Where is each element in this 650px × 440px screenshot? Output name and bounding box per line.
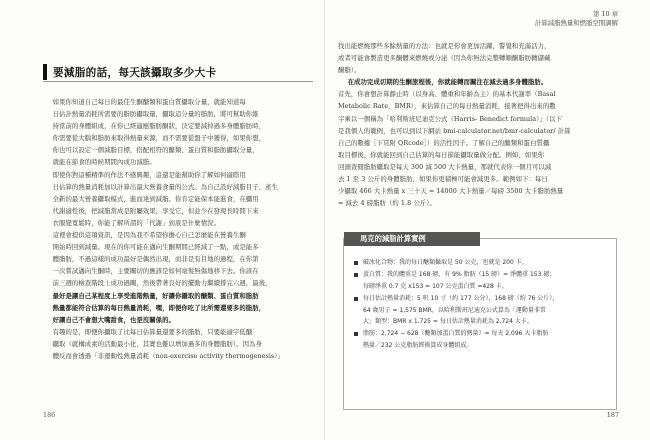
- example-item: [354, 328, 608, 351]
- chapter-label: 第 10 章: [593, 10, 618, 18]
- text-line: 前三週的檢查階段上成功過關，然後帶著良好的擺動力繼續撐完六週，最後，: [52, 279, 272, 288]
- text-line: Metabolic Rate，BMR），來估算自己的每日熱量消耗，接著把得出來的數: [338, 102, 556, 111]
- bullet-square-icon: [354, 332, 358, 336]
- text-line: 自己的數據［下頁附 QRcode］）的活性因子。了解自己的醣類和蛋白質攝: [338, 138, 550, 147]
- text-line: 回頭查閱脂肪攝取是每天 300 減 500 大卡熱量，那就代表你一個月可以減: [338, 162, 552, 171]
- example-item: [354, 293, 608, 327]
- bullet-square-icon: [354, 273, 358, 277]
- heading-rule: [43, 81, 313, 82]
- text-line: 體反而會透過「非運動性熱量消耗（non-exercise activity thermogenesis）」: [52, 351, 284, 360]
- text-line: 體脂肪，不過這樣的成功最好是偶然出現，而非是有目地的過程，在你第: [52, 255, 259, 264]
- book-gutter: [324, 0, 326, 440]
- text-line: 代謝適性後，把減脂當成是附屬效果，享受它，但並少在發現長時間下來: [52, 206, 259, 215]
- example-box: [343, 234, 617, 410]
- example-line: 脂肪：2,724 − 628（醣類加蛋白質的熱量）= 每天 2,096 大卡脂肪: [363, 330, 549, 338]
- text-line: 就能在節食的時候期間內成功減脂。: [52, 158, 156, 167]
- text-line: 或者可能會製造更多酮體來燃燒或分泌（因為你無法完整轉順酮脂肪轉儲藏: [338, 54, 551, 63]
- section-heading: [43, 64, 313, 80]
- text-line: 持當前的身體組成，在你已經適應脂肪酮狀，決定要減掉過多身體脂肪時，: [52, 122, 266, 131]
- example-line: 蛋白質：我的體重是 168 磅，有 9% 脂肪（15 磅）= 淨體重 153 磅；: [363, 271, 556, 279]
- intro-paragraph: [338, 40, 610, 76]
- bullet-square-icon: [354, 261, 358, 265]
- example-item: [354, 269, 608, 292]
- example-line: 每磅淨重 0.7 克 x153 = 107 公克蛋白質 =428 卡。: [363, 282, 508, 290]
- heading-marker: [43, 64, 47, 80]
- example-line: 破冰化合物：我的每日醣類攝取是 50 公克，也就是 200 卡。: [363, 259, 528, 266]
- example-title: 馬克的減脂計算實例: [344, 232, 480, 246]
- text-line: 攝取（就構成素的活動最小化，其實也難以增加過多的身體脂肪）。因為身: [52, 339, 262, 348]
- text-line: 熱量都能符合估算的每日熱量消耗，嘿，即便你吃了比所需還要多的脂肪，: [52, 303, 266, 312]
- text-line: 取目標後，你就能回到自己估算的每日節能攝取量做分配。例如，如果你: [338, 150, 545, 159]
- example-line: 64 歲男子 = 1,575 BMR，以哈利斯班尼迪克公式算為「運動量非常: [363, 306, 546, 314]
- text-line: 如果你知道自己每日的最佳生酮醣類和蛋白質攝取分量，就能知道每: [52, 98, 246, 106]
- text-line: 一次嘗試邁向生酮時，主要關切的應該是如何毫髮無傷地移下去。你該在: [52, 267, 259, 276]
- example-line: 每日估計熱量消耗：5 呎 10 寸（約 177 公分），168 磅（約 76 公斤），: [363, 295, 559, 303]
- text-line: 開始時回到減量。現在的你可能在邁向生酮期間已經減了一點，或是能多: [52, 243, 259, 252]
- bmr-paragraph: [338, 88, 610, 209]
- text-line: 衣服變寬鬆時，你能了解所謂的「代謝」到底是什麼情況。: [52, 218, 221, 227]
- text-line: 全新的最大營養攝取模式，進而達到減脂。你肯定能保本能進食，在攝用: [52, 194, 259, 203]
- bold-line: 在成功完成切期的生酮旅程後，你就能轉而關注在減去過多身體脂肪。: [347, 78, 548, 87]
- bullet-square-icon: [354, 297, 358, 301]
- text-line: 去 1 至 3 公斤的身體脂肪，如果你更積極可能會減更多。範例如下：每日: [338, 175, 548, 184]
- text-line: = 減去 4 磅脂肪（約 1.8 公斤）。: [338, 199, 436, 208]
- text-line: 好讓自己不會想大嘴甜食，也是沒關係的。: [52, 315, 175, 324]
- example-items: [354, 257, 608, 352]
- text-line: 是我個人的範例，也可以到以下網站 bmi-calculator.net/bmr-calculator/ 計算: [338, 126, 571, 135]
- running-header: [535, 10, 618, 27]
- text-line: 即使你對這種精準的作法不感興趣，這還是能幫助你了解如何適際用: [52, 170, 246, 179]
- text-line: 找出能燃燒那些多餘熱量的方法：也就是你會更加活躍，警覺和充滿活力，: [338, 42, 551, 50]
- text-line: 這裡會提供這項資訊，是因為我不希望你擔心自己怎麼能在營養生酮: [52, 231, 246, 240]
- text-line: 酮脂）。: [338, 66, 361, 75]
- page-number-left: 186: [43, 411, 56, 419]
- text-line: 首先，你會想計算靜止時（以身高、體重和年齡為主）的基本代謝率（Basal: [338, 90, 556, 99]
- text-line: 最好是讓自己某程度上享受進階熱量，好讓你攝取的醣類、蛋白質和脂肪: [52, 291, 259, 300]
- example-line: 熱量／232 公克脂肪經換算成身體組成。: [363, 341, 473, 349]
- example-line: 大」類型：BMR x 1.725 = 每日估計熱量消耗為 2,724 大卡。: [363, 318, 533, 326]
- text-line: 有趣的是，即便你攝取了比每日估算量還要多的脂肪，只要能適宇低醣: [52, 327, 253, 336]
- example-item: [354, 257, 608, 268]
- bold-paragraph: [338, 76, 610, 88]
- section-title: 要減脂的話，每天該攝取多少大卡: [53, 67, 217, 79]
- text-line: 你需要從大腦和脂肪來取得熱量來源，而不需要從盤子中獲得，如果你想，: [52, 134, 266, 143]
- text-line: 少攝取 466 大卡熱量 x 三十天 = 14000 大卡熱量／每磅 3500 大卡脂肪熱量: [338, 187, 564, 196]
- text-line: 日估計熱量消耗所需要的脂肪攝取量，攝取這分量的脂肪，將可幫助你維: [52, 110, 259, 119]
- body-paragraph: [43, 229, 313, 326]
- text-line: 字乘以一個稱為「哈利斯班尼迪克公式（Harris- Benedict formula）」（以下: [338, 114, 562, 123]
- body-paragraph: [43, 326, 313, 362]
- right-page-body: [338, 40, 610, 209]
- text-line: 你也可以設定一個減脂目標，搭配相符的醣類、蛋白質和脂肪攝取分量，: [52, 146, 259, 155]
- left-page-body: [43, 96, 313, 362]
- text-line: 日估算的熱量消耗加以計算出最大營養食量的公式。為自己設好減脂目子，產生: [52, 182, 279, 191]
- body-paragraph: [43, 169, 313, 229]
- body-paragraph: [43, 96, 313, 169]
- page-number-right: 187: [606, 411, 619, 419]
- chapter-subtitle: 計算減脂熱量和燃脂空閒調解: [534, 18, 618, 27]
